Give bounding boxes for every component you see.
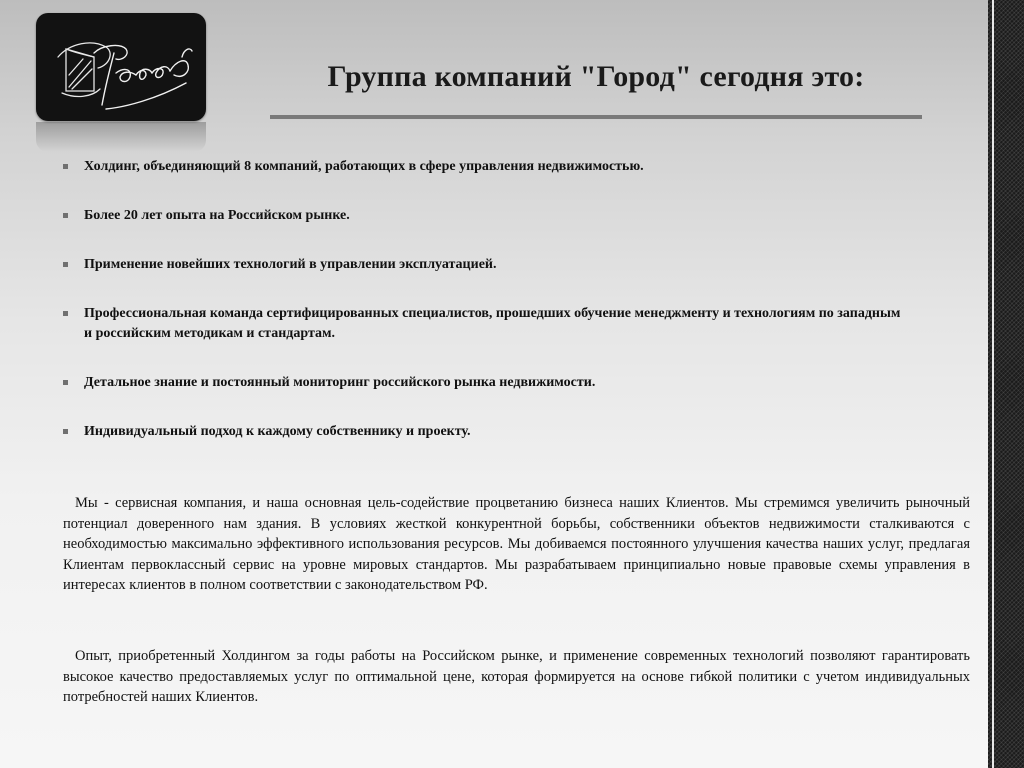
bullet-text: Профессиональная команда сертифицированных специалистов, прошедших обучение менеджменту и технологиям по западным и российским методикам и стандартам. (84, 306, 901, 341)
list-item (63, 373, 903, 393)
stripe-edge-line (992, 0, 994, 768)
bullet-icon (63, 429, 68, 434)
logo-signature-icon (36, 13, 206, 121)
bullet-text: Индивидуальный подход к каждому собственнику и проекту. (84, 424, 471, 439)
title-divider (270, 115, 922, 119)
mission-paragraph: Мы - сервисная компания, и наша основная цель-содействие процветанию бизнеса наших Клиентов. Мы стремимся увеличить рыночный потенциал доверенного нам здания. В условиях жесткой конкурентной борьбы, собственники объектов недвижимости сталкиваются с необходимостью максимально эффективного использования ресурсов. Мы добиваемся постоянного улучшения качества наших услуг, предлагая Клиентам первоклассный сервис на уровне мировых стандартов. Мы разрабатываем принципиально новые правовые схемы управления в интересах клиентов в полном соответствии с законодательством РФ. (63, 495, 970, 593)
list-item (63, 206, 903, 226)
bullet-icon (63, 213, 68, 218)
bullet-icon (63, 311, 68, 316)
list-item (63, 304, 903, 344)
bullet-text: Холдинг, объединяющий 8 компаний, работающих в сфере управления недвижимостью. (84, 159, 644, 174)
bullet-text: Детальное знание и постоянный мониторинг российского рынка недвижимости. (84, 375, 596, 390)
bullet-text: Более 20 лет опыта на Российском рынке. (84, 208, 350, 223)
list-item (63, 422, 903, 442)
bullet-text: Применение новейших технологий в управлении эксплуатацией. (84, 257, 497, 272)
logo-reflection (36, 122, 206, 152)
bullet-icon (63, 262, 68, 267)
bullet-icon (63, 164, 68, 169)
bullet-icon (63, 380, 68, 385)
experience-paragraph: Опыт, приобретенный Холдингом за годы работы на Российском рынке, и применение современных технологий позволяют гарантировать высокое качество предоставляемых услуг по оптимальной цене, которая формируется на основе гибкой политики с учетом индивидуальных потребностей наших Клиентов. (63, 648, 970, 705)
list-item (63, 157, 903, 177)
bullet-list (63, 157, 903, 471)
list-item (63, 255, 903, 275)
side-decoration-stripe (988, 0, 1024, 768)
company-logo (36, 13, 206, 121)
page-title: Группа компаний "Город" сегодня это: (327, 60, 865, 93)
